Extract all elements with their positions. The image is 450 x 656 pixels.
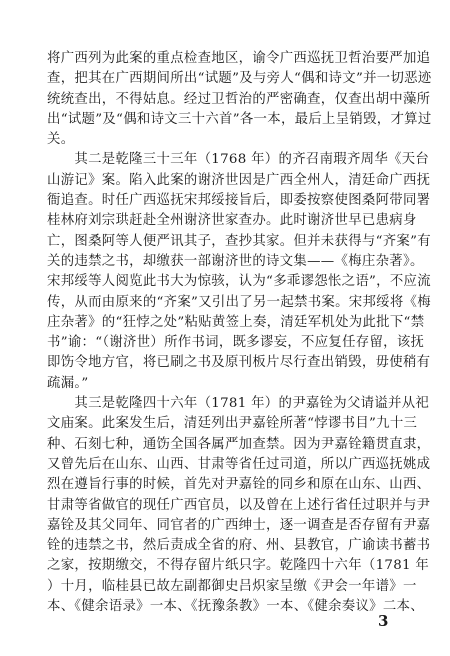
text-line: 甘肃等省做官的现任广西官员，以及曾在上述行省任过职并与尹 xyxy=(47,497,431,513)
text-line: 关。 xyxy=(47,132,75,148)
text-line: 宋邦绥等人阅览此书大为惊骇，认为“多乖谬怨怅之语”，不应流 xyxy=(47,274,431,290)
text-line: 种、石刻七种，通饬全国各属严加查禁。因为尹嘉铨籍贯直隶， xyxy=(47,436,431,452)
text-line: 铨的违禁之书，然后责成全省的府、州、县教官，广谕读书蓄书 xyxy=(47,538,431,554)
text-line: 本、《健余语录》一本、《抚豫条教》一本、《健余奏议》二本、 xyxy=(47,599,424,614)
text-line: 将广西列为此案的重点检查地区，谕令广西巡抚卫哲治要严加追 xyxy=(47,51,431,66)
text-line: 即饬令地方官，将已刷之书及原刊板片尽行查出销毁，毋使稍有 xyxy=(47,355,431,371)
text-line: 亡，图桑阿等人便严讯其子，查抄其家。但并未获得与“齐案”有 xyxy=(47,233,431,249)
text-line: 衙追查。时任广西巡抚宋邦绥接旨后，即委按察使图桑阿带同署 xyxy=(47,193,431,209)
text-line: ）十月，临桂县已故左副都御史吕炽家呈缴《尹会一年谱》一 xyxy=(47,578,417,594)
text-line: 又曾先后在山东、山西、甘肃等省任过司道，所以广西巡抚姚成 xyxy=(47,456,431,472)
text-line: 书”谕：“（谢济世）所作书词，既多谬妄，不应复任存留，该抚 xyxy=(47,335,425,351)
text-line: 其二是乾隆三十三年（1768 年）的齐召南瑕齐周华《天台 xyxy=(47,152,430,168)
text-line: 出“试题”及“偶和诗文三十六首”各一本，最后上呈销毁，才算过 xyxy=(47,111,432,127)
text-line: 其三是乾隆四十六年（1781 年）的尹嘉铨为父请谥并从祀 xyxy=(47,396,430,412)
text-line: 疏漏。” xyxy=(47,375,89,391)
text-line: 传，从而由原来的“齐案”又引出了另一起禁书案。宋邦绥将《梅 xyxy=(47,294,431,310)
text-line: 山游记》案。陷入此案的谢济世因是广西全州人，清廷命广西抚 xyxy=(47,172,431,188)
text-line: 庄杂著》的“狂悖之处”粘贴黄签上奏，清廷军机处为此批下“禁 xyxy=(47,314,425,330)
text-line: 关的违禁之书，却缴获一部谢济世的诗文集——《梅庄杂著》。 xyxy=(47,253,424,269)
text-line: 文庙案。此案发生后，清廷列出尹嘉铨所著“悖谬书目”九十三 xyxy=(47,416,418,432)
text-line: 桂林府刘宗珙赶赴全州谢济世家查办。此时谢济世早已患病身 xyxy=(47,213,417,229)
text-line: 统统查出，不得姑息。经过卫哲治的严密确查，仅查出胡中藻所 xyxy=(47,91,431,107)
text-line: 嘉铨及其父同年、同官者的广西绅士，逐一调查是否存留有尹嘉 xyxy=(47,517,431,533)
text-line: 之家，按期缴交，不得存留片纸只字。乾隆四十六年（1781 年 xyxy=(47,558,430,574)
page-number: 3 xyxy=(378,612,389,630)
text-line: 烈在遵旨行事的时候，首先对尹嘉铨的同乡和原在山东、山西、 xyxy=(47,477,431,493)
text-line: 查，把其在广西期间所出“试题”及与旁人“偶和诗文”并一切恶迹 xyxy=(47,71,432,87)
